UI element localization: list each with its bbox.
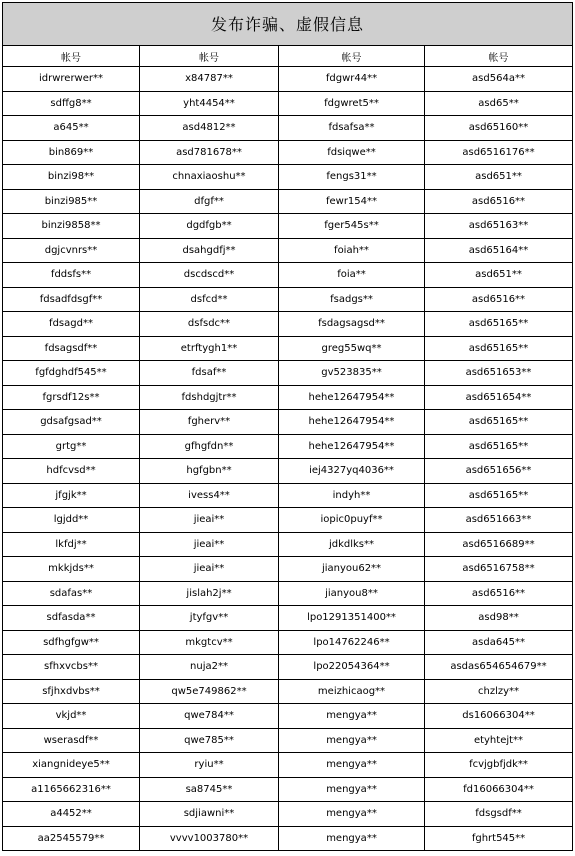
account-cell: binzi9858** [3,214,140,239]
header-row [3,46,573,67]
account-cell: sdfhgfgw** [3,630,140,655]
account-cell: asd65165** [425,312,573,337]
account-cell: etyhtejt** [425,728,573,753]
account-cell: asd651653** [425,361,573,386]
table-row [3,483,573,508]
table-row [3,777,573,802]
account-cell: asd6516** [425,581,573,606]
account-cell: fsadgs** [279,287,425,312]
table-row [3,385,573,410]
account-cell: fdsagsdf** [3,336,140,361]
table-row [3,67,573,92]
account-cell: dfgf** [140,189,279,214]
account-cell: aa2545579** [3,826,140,851]
account-cell: jdkdlks** [279,532,425,557]
account-cell: dsfcd** [140,287,279,312]
account-cell: jieai** [140,508,279,533]
account-cell: binzi98** [3,165,140,190]
table-row [3,116,573,141]
account-cell: lpo14762246** [279,630,425,655]
account-cell: a645** [3,116,140,141]
column-header-account-2: 帐号 [140,46,279,67]
table-row [3,434,573,459]
account-cell: hehe12647954** [279,385,425,410]
account-cell: ivess4** [140,483,279,508]
table-row [3,263,573,288]
account-cell: dgdfgb** [140,214,279,239]
account-cell: asd6516758** [425,557,573,582]
account-cell: sa8745** [140,777,279,802]
table-row [3,410,573,435]
account-cell: jtyfgv** [140,606,279,631]
account-cell: lgjdd** [3,508,140,533]
account-cell: a4452** [3,802,140,827]
account-cell: fewr154** [279,189,425,214]
account-cell: asd65** [425,91,573,116]
account-cell: fgfdghdf545** [3,361,140,386]
table-row [3,581,573,606]
account-cell: qwe784** [140,704,279,729]
account-cell: a1165662316** [3,777,140,802]
account-cell: mengya** [279,826,425,851]
account-cell: fghrt545** [425,826,573,851]
table-row [3,312,573,337]
account-cell: fddsfs** [3,263,140,288]
account-cell: fdsadfdsgf** [3,287,140,312]
account-cell: hehe12647954** [279,434,425,459]
account-cell: foiah** [279,238,425,263]
table-row [3,826,573,851]
account-cell: asd564a** [425,67,573,92]
account-cell: fdsgsdf** [425,802,573,827]
column-header-account-4: 帐号 [425,46,573,67]
account-cell: mengya** [279,777,425,802]
account-cell: fd16066304** [425,777,573,802]
table-row [3,679,573,704]
account-cell: fsdagsagsd** [279,312,425,337]
account-cell: asd65163** [425,214,573,239]
table-row [3,557,573,582]
account-cell: asd651663** [425,508,573,533]
account-cell: fgherv** [140,410,279,435]
account-cell: dgjcvnrs** [3,238,140,263]
account-cell: asd98** [425,606,573,631]
account-cell: qw5e749862** [140,679,279,704]
table-row [3,287,573,312]
table-row [3,532,573,557]
account-cell: xiangnideye5** [3,753,140,778]
account-cell: ryiu** [140,753,279,778]
account-cell: ds16066304** [425,704,573,729]
account-cell: asd651656** [425,459,573,484]
table-row [3,140,573,165]
account-cell: grtg** [3,434,140,459]
account-cell: jislah2j** [140,581,279,606]
account-cell: etrftygh1** [140,336,279,361]
account-cell: idrwrerwer** [3,67,140,92]
account-cell: asdas654654679** [425,655,573,680]
table-row [3,802,573,827]
account-cell: asd65165** [425,434,573,459]
account-cell: asd65164** [425,238,573,263]
table-body [3,67,573,851]
account-cell: qwe785** [140,728,279,753]
account-cell: meizhicaog** [279,679,425,704]
fraud-accounts-table [2,2,573,851]
account-cell: gdsafgsad** [3,410,140,435]
table-row [3,214,573,239]
account-cell: fdsagd** [3,312,140,337]
account-cell: iej4327yq4036** [279,459,425,484]
account-cell: vvvv1003780** [140,826,279,851]
account-cell: mkkjds** [3,557,140,582]
account-cell: gfhgfdn** [140,434,279,459]
account-cell: asd651** [425,165,573,190]
table-title: 发布诈骗、虚假信息 [2,2,573,45]
account-cell: lpo1291351400** [279,606,425,631]
account-cell: asd6516** [425,189,573,214]
account-cell: hehe12647954** [279,410,425,435]
account-cell: asd6516176** [425,140,573,165]
account-cell: asda645** [425,630,573,655]
account-cell: jieai** [140,532,279,557]
account-cell: asd651654** [425,385,573,410]
account-cell: asd781678** [140,140,279,165]
account-cell: wserasdf** [3,728,140,753]
account-cell: fger545s** [279,214,425,239]
table-row [3,238,573,263]
account-cell: jianyou62** [279,557,425,582]
account-cell: x84787** [140,67,279,92]
account-cell: fgrsdf12s** [3,385,140,410]
account-cell: asd4812** [140,116,279,141]
account-cell: indyh** [279,483,425,508]
account-cell: sdffg8** [3,91,140,116]
table-row [3,508,573,533]
account-cell: yht4454** [140,91,279,116]
account-cell: asd6516** [425,287,573,312]
table-row [3,361,573,386]
table-row [3,189,573,214]
table-row [3,704,573,729]
account-cell: asd65165** [425,483,573,508]
account-cell: vkjd** [3,704,140,729]
account-cell: dscdscd** [140,263,279,288]
table-row [3,459,573,484]
account-cell: chnaxiaoshu** [140,165,279,190]
account-cell: foia** [279,263,425,288]
account-cell: fcvjgbfjdk** [425,753,573,778]
account-cell: sfjhxdvbs** [3,679,140,704]
account-cell: sdjiawni** [140,802,279,827]
account-cell: gv523835** [279,361,425,386]
account-cell: fdsaf** [140,361,279,386]
account-cell: iopic0puyf** [279,508,425,533]
account-cell: binzi985** [3,189,140,214]
account-cell: fdgwret5** [279,91,425,116]
table-row [3,606,573,631]
account-cell: jfgjk** [3,483,140,508]
account-cell: fdsiqwe** [279,140,425,165]
account-cell: chzlzy** [425,679,573,704]
account-cell: jianyou8** [279,581,425,606]
account-cell: bin869** [3,140,140,165]
table-row [3,165,573,190]
account-cell: asd65165** [425,336,573,361]
account-cell: greg55wq** [279,336,425,361]
account-cell: asd65165** [425,410,573,435]
account-cell: asd65160** [425,116,573,141]
account-cell: lkfdj** [3,532,140,557]
account-cell: sdfasda** [3,606,140,631]
account-cell: nuja2** [140,655,279,680]
account-cell: jieai** [140,557,279,582]
account-cell: fdgwr44** [279,67,425,92]
account-cell: dsfsdc** [140,312,279,337]
account-cell: mengya** [279,802,425,827]
account-cell: sdafas** [3,581,140,606]
account-cell: sfhxvcbs** [3,655,140,680]
table-row [3,753,573,778]
account-cell: mengya** [279,704,425,729]
column-header-account-3: 帐号 [279,46,425,67]
account-cell: hgfgbn** [140,459,279,484]
account-cell: mkgtcv** [140,630,279,655]
account-cell: asd6516689** [425,532,573,557]
account-cell: dsahgdfj** [140,238,279,263]
table-row [3,336,573,361]
table-row [3,655,573,680]
account-cell: mengya** [279,753,425,778]
account-cell: fdsafsa** [279,116,425,141]
account-cell: asd651** [425,263,573,288]
table-row [3,91,573,116]
table-row [3,630,573,655]
column-header-account-1: 帐号 [3,46,140,67]
table-row [3,728,573,753]
account-cell: fdshdgjtr** [140,385,279,410]
account-cell: hdfcvsd** [3,459,140,484]
account-cell: mengya** [279,728,425,753]
account-cell: fengs31** [279,165,425,190]
account-cell: lpo22054364** [279,655,425,680]
